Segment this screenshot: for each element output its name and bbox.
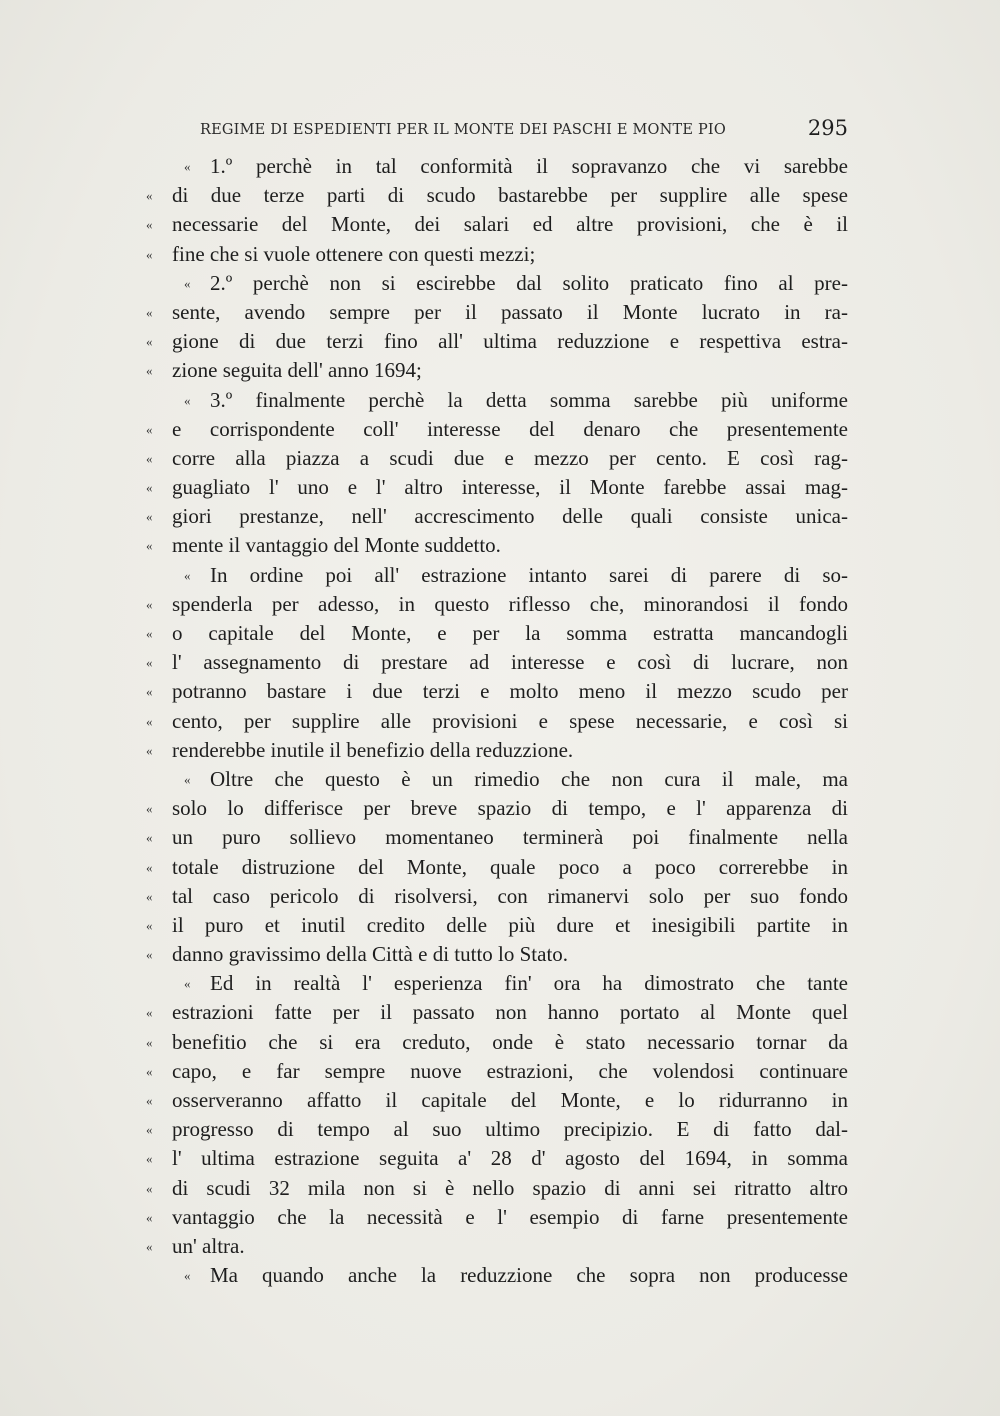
line-text: tal caso pericolo di risolversi, con rimanervi solo per suo fondo	[172, 883, 848, 908]
line-text: un' altra.	[172, 1233, 245, 1258]
text-line	[146, 298, 848, 327]
quote-mark: «	[146, 1151, 153, 1167]
line-text: capo, e far sempre nuove estrazioni, che volendosi continuare	[172, 1058, 848, 1083]
line-text: mente il vantaggio del Monte suddetto.	[172, 533, 501, 558]
text-line	[146, 1232, 848, 1261]
text-line	[146, 853, 848, 882]
quote-mark: «	[146, 742, 153, 758]
quote-mark: «	[146, 888, 153, 904]
text-line	[146, 444, 848, 473]
quote-mark: «	[146, 188, 153, 204]
body-text	[146, 152, 848, 1290]
quote-mark: «	[184, 159, 191, 174]
text-line	[146, 765, 848, 794]
text-line	[146, 502, 848, 531]
quote-mark: «	[146, 450, 153, 466]
text-line	[146, 1261, 848, 1290]
text-line	[146, 823, 848, 852]
quote-mark: «	[184, 1268, 191, 1284]
quote-mark: «	[146, 538, 153, 554]
quote-mark: «	[146, 859, 153, 875]
line-text: danno gravissimo della Città e di tutto lo Stato.	[172, 942, 569, 967]
quote-mark: «	[146, 304, 153, 320]
text-line	[146, 736, 848, 765]
line-text: necessarie del Monte, dei salari ed altre provisioni, che è il	[172, 212, 848, 237]
text-line	[146, 677, 848, 706]
quote-mark: «	[184, 567, 191, 583]
text-line	[146, 327, 848, 356]
quote-mark: «	[146, 1122, 153, 1138]
page-number: 295	[807, 116, 848, 140]
line-text: cento, per supplire alle provisioni e spese necessarie, e così si	[172, 708, 848, 733]
line-text: il puro et inutil credito delle più dure et inesigibili partite in	[172, 912, 848, 937]
running-head: REGIME DI ESPEDIENTI PER IL MONTE DEI PASCHI E MONTE PIO	[200, 122, 726, 138]
text-line	[146, 210, 848, 239]
text-line	[146, 794, 848, 823]
line-text: 3.º finalmente perchè la detta somma sarebbe più uniforme	[210, 387, 848, 412]
line-text: benefitio che si era creduto, onde è stato necessario tornar da	[172, 1029, 848, 1054]
quote-mark: «	[146, 334, 153, 350]
line-text: l' assegnamento di prestare ad interesse e così di lucrare, non	[172, 650, 848, 675]
line-text: In ordine poi all' estrazione intanto sarei di parere di so-	[210, 562, 848, 587]
quote-mark: «	[146, 655, 153, 671]
quote-mark: «	[146, 246, 153, 262]
text-line	[146, 1174, 848, 1203]
quote-mark: «	[146, 626, 153, 641]
text-line	[146, 590, 848, 619]
text-line	[146, 998, 848, 1027]
line-text: o capitale del Monte, e per la somma estratta mancandogli	[172, 621, 848, 645]
line-text: potranno bastare i due terzi e molto meno il mezzo scudo per	[172, 679, 848, 704]
text-line	[146, 1057, 848, 1086]
line-text: totale distruzione del Monte, quale poco a poco correrebbe in	[172, 854, 848, 879]
line-text: zione seguita dell' anno 1694;	[172, 358, 422, 383]
line-text: di due terze parti di scudo bastarebbe per supplire alle spese	[172, 183, 848, 208]
text-line	[146, 152, 848, 181]
line-text: Ma quando anche la reduzzione che sopra non producesse	[210, 1263, 848, 1288]
text-line	[146, 356, 848, 385]
text-line	[146, 707, 848, 736]
line-text: Oltre che questo è un rimedio che non cura il male, ma	[210, 766, 848, 791]
line-text: guagliato l' uno e l' altro interesse, il Monte farebbe assai mag-	[172, 475, 848, 500]
text-line	[146, 969, 848, 998]
line-text: di scudi 32 mila non si è nello spazio di anni sei ritratto altro	[172, 1175, 848, 1200]
quote-mark: «	[146, 480, 153, 496]
quote-mark: «	[184, 771, 191, 787]
line-text: fine che si vuole ottenere con questi mezzi;	[172, 241, 536, 266]
line-text: sente, avendo sempre per il passato il Monte lucrato in ra-	[172, 299, 848, 324]
text-line	[146, 911, 848, 940]
line-text: renderebbe inutile il benefizio della reduzzione.	[172, 737, 574, 762]
line-text: gione di due terzi fino all' ultima reduzzione e respettiva estra-	[172, 329, 848, 354]
line-text: solo lo differisce per breve spazio di tempo, e l' apparenza di	[172, 796, 848, 821]
line-text: progresso di tempo al suo ultimo precipizio. E di fatto dal-	[172, 1117, 848, 1142]
quote-mark: «	[146, 1180, 153, 1196]
quote-mark: «	[146, 596, 153, 612]
text-line	[146, 940, 848, 969]
text-line	[146, 648, 848, 677]
quote-mark: «	[184, 275, 191, 291]
quote-mark: «	[146, 801, 153, 817]
page-header	[200, 118, 848, 148]
text-line	[146, 619, 848, 648]
text-line	[146, 240, 848, 269]
text-line	[146, 882, 848, 911]
quote-mark: «	[146, 947, 153, 963]
quote-mark: «	[146, 1093, 153, 1108]
quote-mark: «	[146, 421, 153, 437]
quote-mark: «	[146, 1238, 153, 1254]
text-line	[146, 1086, 848, 1115]
line-text: estrazioni fatte per il passato non hanno portato al Monte quel	[172, 1000, 848, 1025]
text-line	[146, 1028, 848, 1057]
line-text: 1.º perchè in tal conformità il sopravanzo che vi sarebbe	[210, 154, 848, 178]
quote-mark: «	[146, 363, 153, 379]
quote-mark: «	[146, 917, 153, 933]
quote-mark: «	[146, 217, 153, 233]
text-line	[146, 181, 848, 210]
text-line	[146, 415, 848, 444]
quote-mark: «	[146, 713, 153, 729]
line-text: osserveranno affatto il capitale del Monte, e lo ridurranno in	[172, 1088, 848, 1112]
text-line	[146, 473, 848, 502]
line-text: vantaggio che la necessità e l' esempio di farne presentemente	[172, 1204, 848, 1229]
text-line	[146, 269, 848, 298]
quote-mark: «	[146, 1034, 153, 1050]
quote-mark: «	[184, 976, 191, 992]
text-line	[146, 1144, 848, 1173]
quote-mark: «	[184, 392, 191, 408]
quote-mark: «	[146, 1209, 153, 1225]
line-text: 2.º perchè non si escirebbe dal solito praticato fino al pre-	[210, 270, 848, 295]
text-line	[146, 1203, 848, 1232]
quote-mark: «	[146, 1063, 153, 1079]
line-text: l' ultima estrazione seguita a' 28 d' agosto del 1694, in somma	[172, 1146, 848, 1171]
line-text: giori prestanze, nell' accrescimento delle quali consiste unica-	[172, 504, 848, 529]
line-text: Ed in realtà l' esperienza fin' ora ha dimostrato che tante	[210, 971, 848, 996]
text-line	[146, 531, 848, 560]
text-line	[146, 561, 848, 590]
line-text: un puro sollievo momentaneo terminerà poi finalmente nella	[172, 825, 848, 850]
text-line	[146, 1115, 848, 1144]
quote-mark: «	[146, 684, 153, 700]
text-line	[146, 386, 848, 415]
quote-mark: «	[146, 509, 153, 525]
quote-mark: «	[146, 1005, 153, 1021]
line-text: spenderla per adesso, in questo riflesso che, minorandosi il fondo	[172, 591, 848, 616]
line-text: e corrispondente coll' interesse del denaro che presentemente	[172, 416, 848, 441]
quote-mark: «	[146, 830, 153, 846]
line-text: corre alla piazza a scudi due e mezzo per cento. E così rag-	[172, 445, 848, 470]
